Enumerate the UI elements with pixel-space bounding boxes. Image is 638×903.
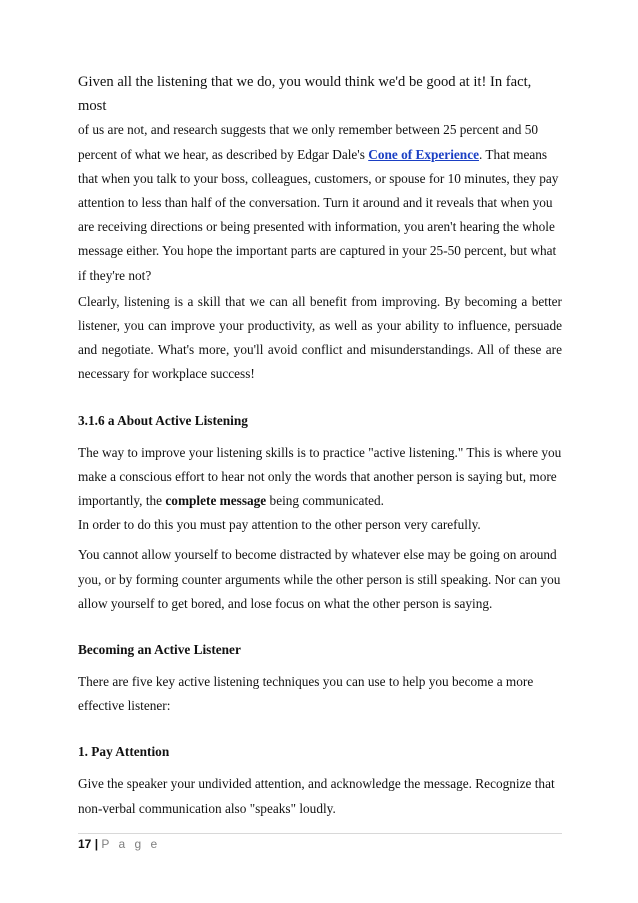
paragraph-five-techniques: There are five key active listening techniques you can use to help you become a more effective listener: bbox=[78, 674, 534, 714]
page-footer bbox=[78, 833, 562, 852]
active-text-a: The way to improve your listening skills is to practice "active listening." This is where you make a conscious effort to hear not only the words that another person is saying but, more importantly, the bbox=[78, 444, 562, 509]
paragraph-undivided-attention: Give the speaker your undivided attention, and acknowledge the message. Recognize that non-verbal communication also "speaks" loudly. bbox=[78, 776, 555, 816]
intro-text-b: . That means that when you talk to your boss, colleagues, customers, or spouse for 10 minutes, they pay attention to less than half of the conversation. Turn it around and it reveals that when you are receiving directions or being presented with information, you aren't hearing the whole message either. You hope the important parts are captured in your 25-50 percent, but what if they're not? bbox=[78, 146, 559, 283]
paragraph-pay-attention-carefully: In order to do this you must pay attention to the other person very carefully. bbox=[78, 517, 481, 533]
footer-separator: | bbox=[91, 837, 102, 851]
paragraph-benefits: Clearly, listening is a skill that we can all benefit from improving. By becoming a better listener, you can improve your productivity, as well as your ability to influence, persuade and negotiate. What's more, you'll avoid conflict and misunderstandings. All of these are necessary for workplace success! bbox=[78, 293, 562, 382]
paragraph-listening-intro bbox=[78, 70, 562, 288]
complete-message-bold: complete message bbox=[165, 493, 267, 509]
lead-sentence: Given all the listening that we do, you would think we'd be good at it! In fact, most bbox=[78, 74, 532, 115]
page-label: P a g e bbox=[101, 837, 161, 851]
document-body bbox=[78, 70, 562, 821]
heading-about-active-listening: 3.1.6 a About Active Listening bbox=[78, 412, 248, 428]
paragraph-distractions: You cannot allow yourself to become distracted by whatever else may be going on around you, or by forming counter arguments while the other person is still speaking. Nor can you allow yourself to get bored, and lose focus on what the other person is saying. bbox=[78, 547, 561, 611]
heading-becoming-active-listener: Becoming an Active Listener bbox=[78, 642, 241, 658]
active-text-b: being communicated. bbox=[266, 493, 385, 509]
heading-pay-attention: 1. Pay Attention bbox=[78, 744, 170, 760]
paragraph-active-listening bbox=[78, 441, 562, 514]
cone-of-experience-link[interactable]: Cone of Experience bbox=[368, 146, 480, 162]
intro-text-a: of us are not, and research suggests that we only remember between 25 percent and 50 percent of what we hear, as described by Edgar Dale's bbox=[78, 122, 539, 162]
page-number: 17 bbox=[78, 837, 92, 851]
